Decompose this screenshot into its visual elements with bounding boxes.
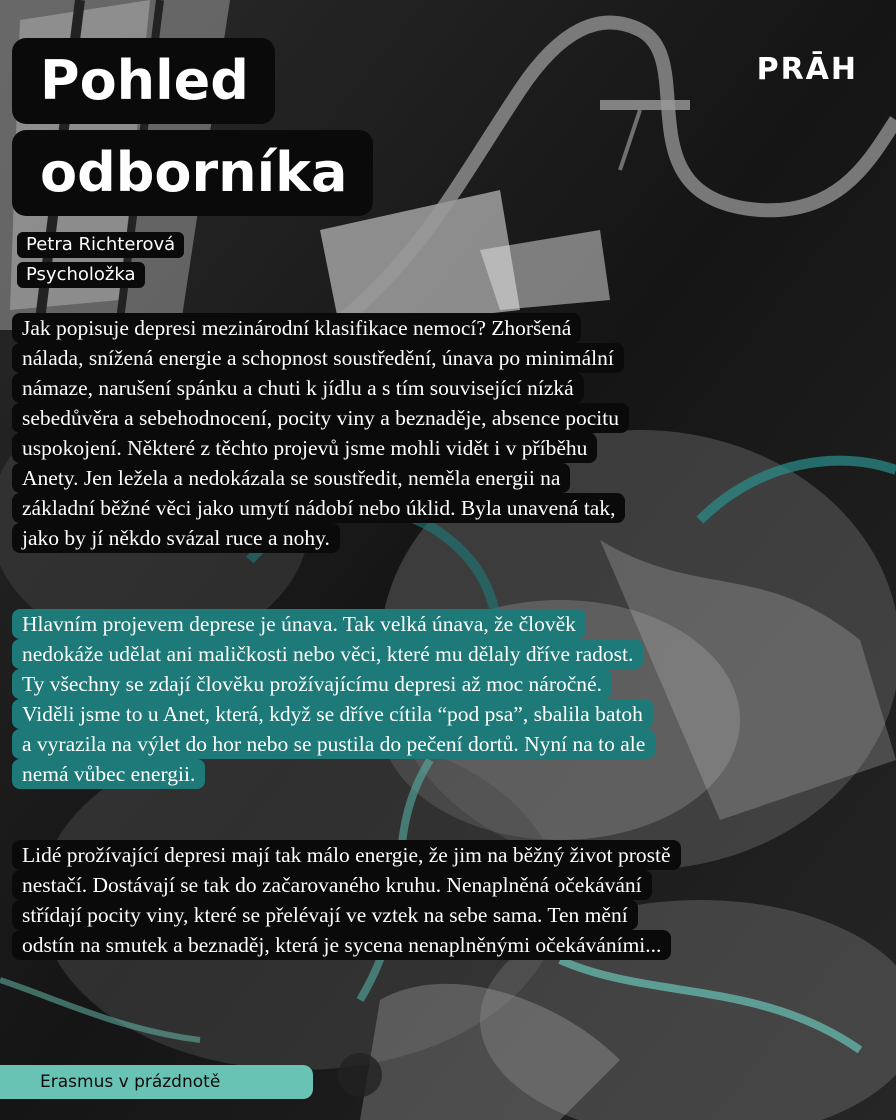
paragraph-line: a vyrazila na výlet do hor nebo se pustila do pečení dortů. Nyní na to ale — [12, 729, 655, 759]
paragraph-line: Ty všechny se zdají člověku prožívajícímu depresi až moc náročné. — [12, 669, 612, 699]
paragraph-line: Anety. Jen ležela a nedokázala se soustředit, neměla energii na — [12, 463, 570, 493]
paragraph-line: Hlavním projevem deprese je únava. Tak velká únava, že člověk — [12, 609, 586, 639]
paragraph-line: sebedůvěra a sebehodnocení, pocity viny a beznaděje, absence pocitu — [12, 403, 629, 433]
series-label: Erasmus v prázdnotě — [0, 1065, 313, 1099]
paragraph-line: střídají pocity viny, které se přelévají ve vztek na sebe sama. Ten mění — [12, 900, 638, 930]
paragraph-line: nálada, snížená energie a schopnost soustředění, únava po minimální — [12, 343, 624, 373]
author-role: Psycholožka — [17, 262, 145, 288]
paragraph-line: nemá vůbec energii. — [12, 759, 205, 789]
paragraph-line: nestačí. Dostávají se tak do začarovaného kruhu. Nenaplněná očekávání — [12, 870, 652, 900]
paragraph-line: jako by jí někdo svázal ruce a nohy. — [12, 523, 340, 553]
paragraph-line: nedokáže udělat ani maličkosti nebo věci, které mu dělaly dříve radost. — [12, 639, 643, 669]
paragraph-line: námaze, narušení spánku a chuti k jídlu a s tím související nízká — [12, 373, 584, 403]
paragraph-line: základní běžné věci jako umytí nádobí nebo úklid. Byla unavená tak, — [12, 493, 625, 523]
paragraph-line: odstín na smutek a beznaděj, která je sycena nenaplněnými očekáváními... — [12, 930, 671, 960]
paragraph-line: Lidé prožívající depresi mají tak málo energie, že jim na běžný život prostě — [12, 840, 681, 870]
paragraph-vicious-circle — [12, 840, 681, 960]
paragraph-definition — [12, 313, 629, 553]
paragraph-line: uspokojení. Některé z těchto projevů jsme mohli vidět i v příběhu — [12, 433, 597, 463]
page-title-line-2: odborníka — [12, 130, 373, 216]
paragraph-line: Viděli jsme to u Anet, která, když se dříve cítila “pod psa”, sbalila batoh — [12, 699, 653, 729]
paragraph-fatigue-highlight — [12, 609, 655, 789]
brand-logo: PRĀH — [756, 52, 858, 87]
page-title-line-1: Pohled — [12, 38, 275, 124]
author-name: Petra Richterová — [17, 232, 184, 258]
paragraph-line: Jak popisuje depresi mezinárodní klasifikace nemocí? Zhoršená — [12, 313, 581, 343]
